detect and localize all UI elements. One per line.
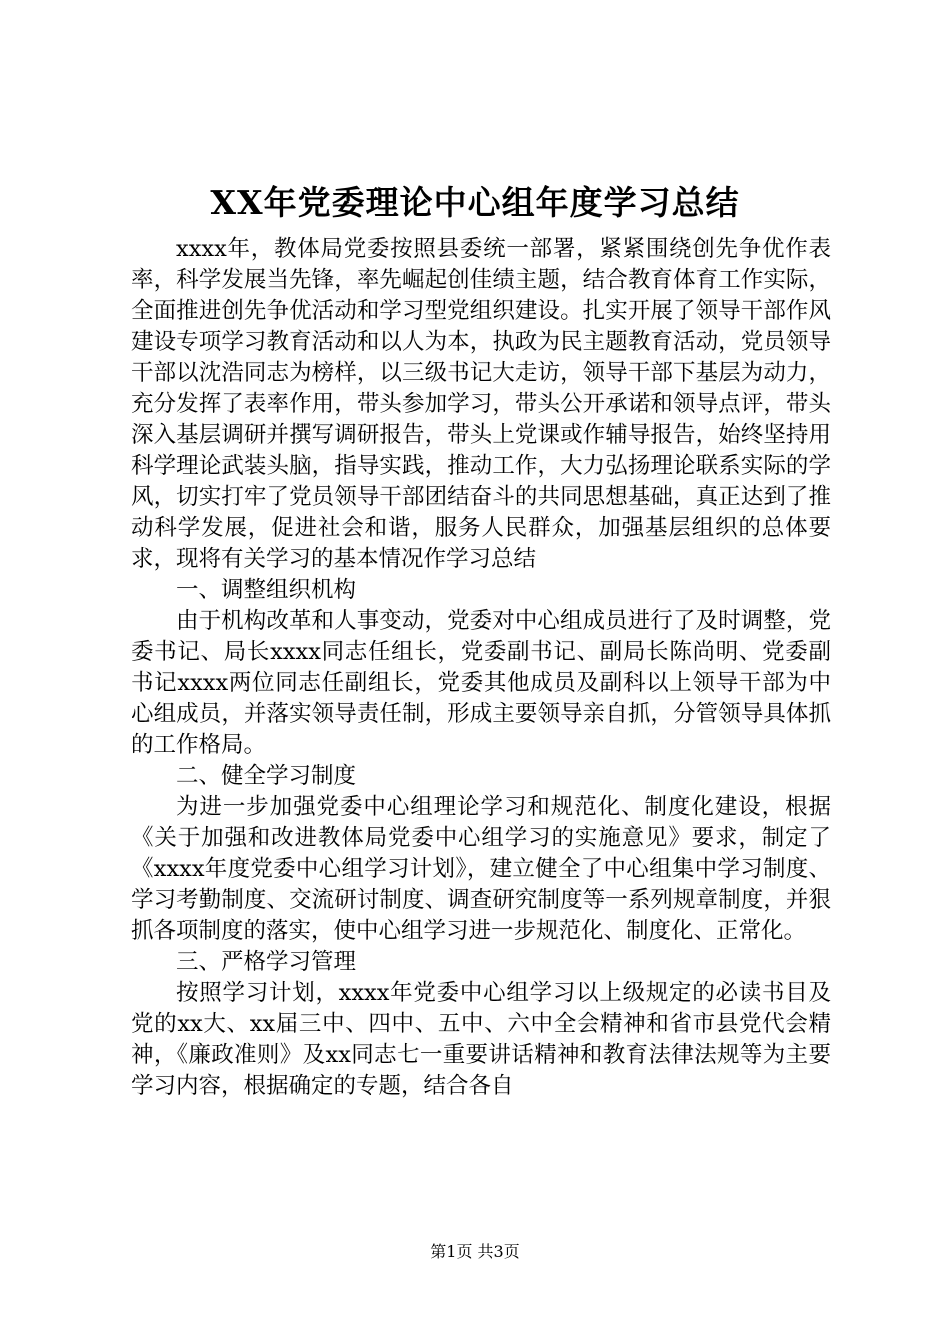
section-paragraph-3: 按照学习计划，xxxx年党委中心组学习以上级规定的必读书目及党的xx大、xx届三中、四中、五中、六中全会精神和省市县党代会精神，《廉政准则》及xx同志七一重要讲话精神和教育法律法规等为主要学习内容，根据确定的专题，结合各自	[131, 980, 831, 1099]
section-heading-2: 二、健全学习制度	[176, 763, 357, 789]
document-title: XX年党委理论中心组年度学习总结	[210, 183, 740, 222]
page-footer: 第1页 共3页	[430, 1242, 520, 1261]
section-paragraph-2: 为进一步加强党委中心组理论学习和规范化、制度化建设，根据《关于加强和改进教体局党委中心组学习的实施意见》要求，制定了《xxxx年度党委中心组学习计划》，建立健全了中心组集中学习制度、学习考勤制度、交流研讨制度、调查研究制度等一系列规章制度，并狠抓各项制度的落实，使中心组学习进一步规范化、制度化、正常化。	[131, 794, 831, 944]
intro-paragraph: xxxx年，教体局党委按照县委统一部署，紧紧围绕创先争优作表率，科学发展当先锋，率先崛起创佳绩主题，结合教育体育工作实际，全面推进创先争优活动和学习型党组织建设。扎实开展了领导干部作风建设专项学习教育活动和以人为本，执政为民主题教育活动，党员领导干部以沈浩同志为榜样，以三级书记大走访，领导干部下基层为动力，充分发挥了表率作用，带头参加学习，带头公开承诺和领导点评，带头深入基层调研并撰写调研报告，带头上党课或作辅导报告，始终坚持用科学理论武装头脑，指导实践，推动工作，大力弘扬理论联系实际的学风，切实打牢了党员领导干部团结奋斗的共同思想基础，真正达到了推动科学发展，促进社会和谐，服务人民群众，加强基层组织的总体要求，现将有关学习的基本情况作学习总结	[131, 236, 831, 572]
section-heading-3: 三、严格学习管理	[176, 949, 357, 975]
section-paragraph-1: 由于机构改革和人事变动，党委对中心组成员进行了及时调整，党委书记、局长xxxx同志任组长，党委副书记、副局长陈尚明、党委副书记xxxx两位同志任副组长，党委其他成员及副科以上领导干部为中心组成员，并落实领导责任制，形成主要领导亲自抓，分管领导具体抓的工作格局。	[131, 608, 831, 758]
document-body	[131, 234, 831, 1102]
section-heading-1: 一、调整组织机构	[176, 577, 357, 603]
